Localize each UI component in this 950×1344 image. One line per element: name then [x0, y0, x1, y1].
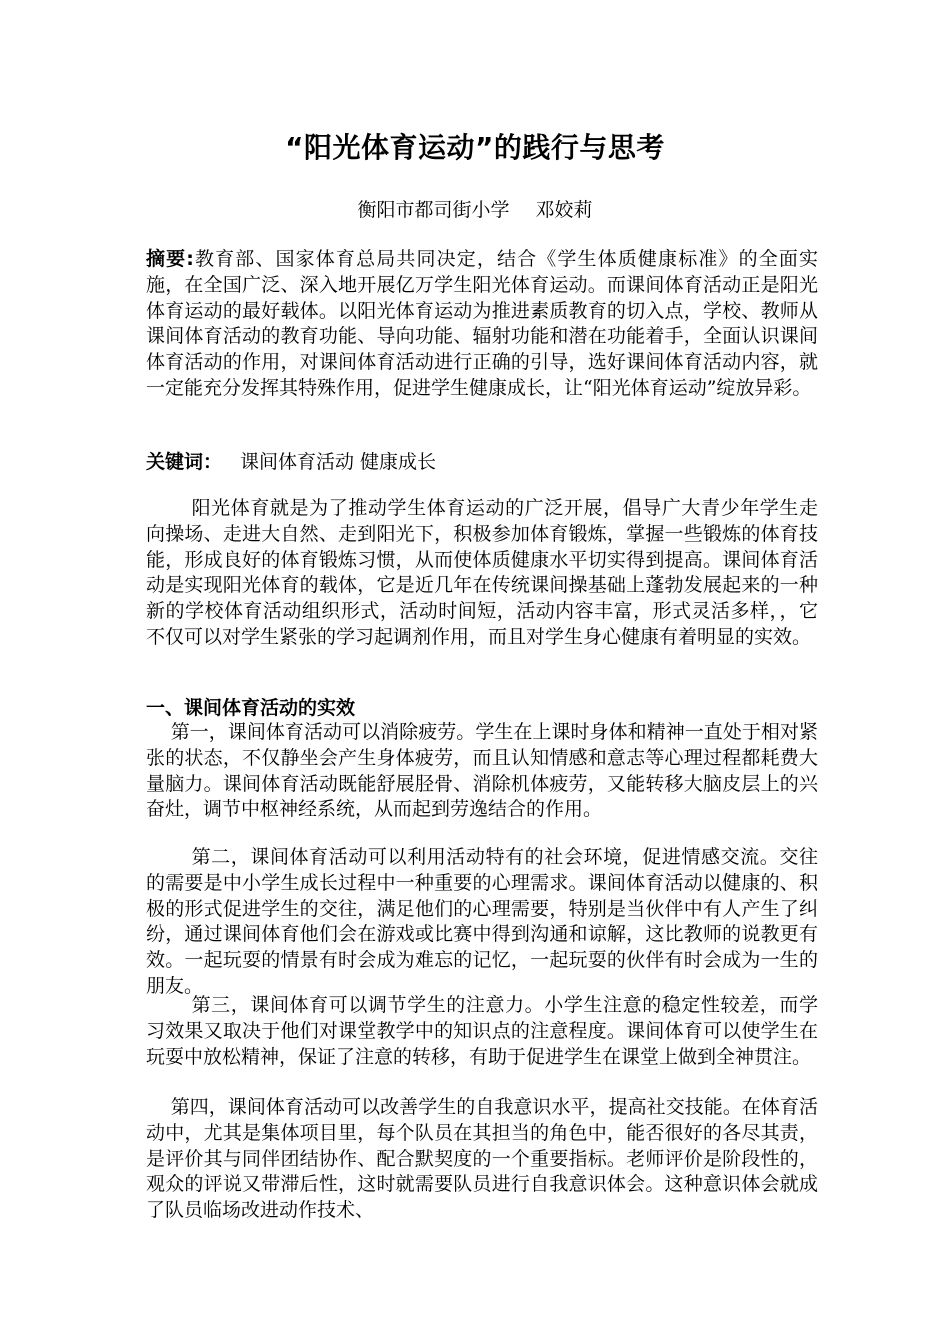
intro-paragraph: 阳光体育就是为了推动学生体育运动的广泛开展，倡导广大青少年学生走向操场、走进大自然、走到阳光下，积极参加体育锻炼，掌握一些锻炼的体育技能，形成良好的体育锻炼习惯，从而使体质健康水平切实得到提高。课间体育活动是实现阳光体育的载体，它是近几年在传统课间操基础上蓬勃发展起来的一种新的学校体育活动组织形式，活动时间短，活动内容丰富，形式灵活多样，，它不仅可以对学生紧张的学习起调剂作用，而且对学生身心健康有着明显的实效。 — [146, 497, 818, 648]
abstract — [146, 247, 818, 402]
paragraph-third: 第三，课间体育可以调节学生的注意力。小学生注意的稳定性较差，而学习效果又取决于他们对课堂教学中的知识点的注意程度。课间体育可以使学生在玩耍中放松精神，保证了注意的转移，有助于促进学生在课堂上做到全神贯注。 — [146, 994, 818, 1068]
document-title: “阳光体育运动”的践行与思考 — [285, 131, 665, 164]
abstract-text: 教育部、国家体育总局共同决定，结合《学生体质健康标准》的全面实施，在全国广泛、深入地开展亿万学生阳光体育运动。而课间体育活动正是阳光体育运动的最好载体。以阳光体育运动为推进素质教育的切入点，学校、教师从课间体育活动的教育功能、导向功能、辐射功能和潜在功能着手，全面认识课间体育活动的作用，对课间体育活动进行正确的引导，选好课间体育活动内容，就一定能充分发挥其特殊作用，促进学生健康成长，让“阳光体育运动”绽放异彩。 — [146, 248, 818, 399]
author-name: 邓姣莉 — [535, 199, 593, 221]
keywords — [146, 448, 818, 476]
abstract-label: 摘要: — [146, 248, 194, 270]
author-line — [0, 196, 950, 224]
paragraph-first: 第一，课间体育活动可以消除疲劳。学生在上课时身体和精神一直处于相对紧张的状态，不仅静坐会产生身体疲劳，而且认知情感和意志等心理过程都耗费大量脑力。课间体育活动既能舒展胫骨、消除机体疲劳，又能转移大脑皮层上的兴奋灶，调节中枢神经系统，从而起到劳逸结合的作用。 — [146, 721, 818, 821]
author-school: 衡阳市都司街小学 — [357, 199, 510, 221]
keywords-text: 课间体育活动 健康成长 — [240, 451, 437, 473]
section-heading: 一、课间体育活动的实效 — [146, 697, 356, 719]
paragraph-second: 第二，课间体育活动可以利用活动特有的社会环境，促进情感交流。交往的需要是中小学生成长过程中一种重要的心理需求。课间体育活动以健康的、积极的形式促进学生的交往，满足他们的心理需要，特别是当伙伴中有人产生了纠纷，通过课间体育他们会在游戏或比赛中得到沟通和谅解，这比教师的说教更有效。一起玩耍的情景有时会成为难忘的记忆，一起玩耍的伙伴有时会成为一生的朋友。 — [146, 846, 818, 997]
keywords-label: 关键词： — [146, 451, 223, 473]
paragraph-fourth: 第四，课间体育活动可以改善学生的自我意识水平，提高社交技能。在体育活动中，尤其是集体项目里，每个队员在其担当的角色中，能否很好的各尽其责，是评价其与同伴团结协作、配合默契度的一个重要指标。老师评价是阶段性的，观众的评说又带滞后性，这时就需要队员进行自我意识体会。这种意识体会就成了队员临场改进动作技术、 — [146, 1096, 818, 1222]
